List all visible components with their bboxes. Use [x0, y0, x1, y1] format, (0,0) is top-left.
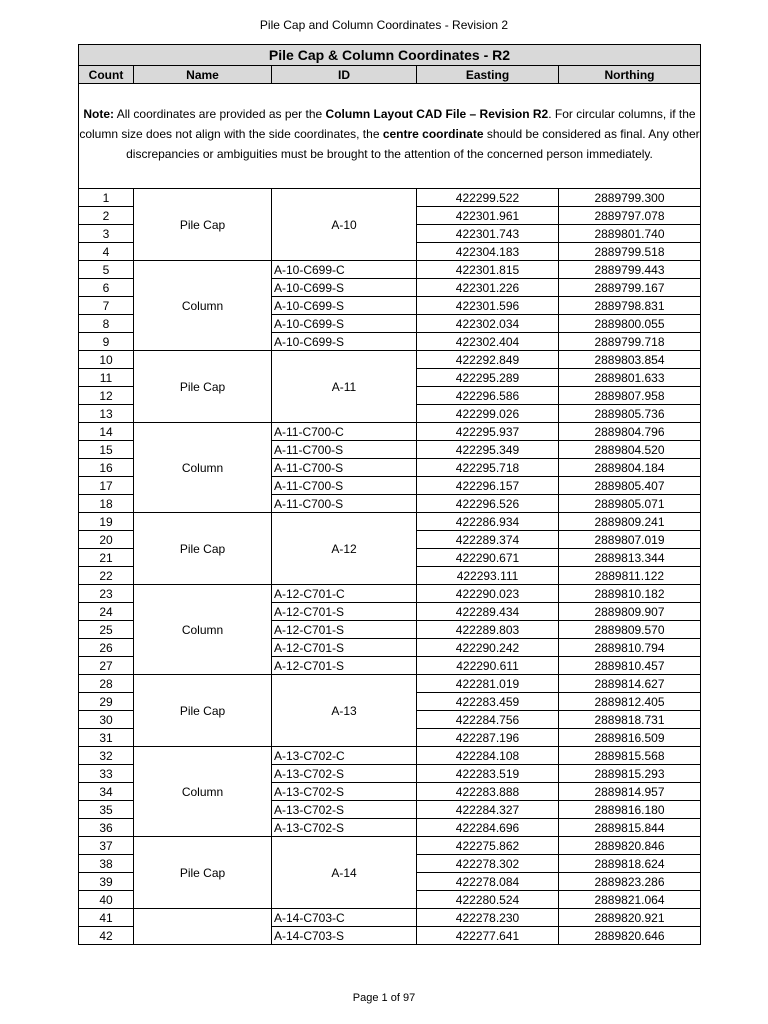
note-row	[79, 84, 701, 189]
id-cell: A-11-C700-S	[272, 477, 417, 495]
id-cell: A-10	[272, 189, 417, 261]
northing-cell: 2889815.844	[559, 819, 701, 837]
easting-cell: 422286.934	[417, 513, 559, 531]
count-cell: 36	[79, 819, 134, 837]
northing-cell: 2889818.731	[559, 711, 701, 729]
northing-cell: 2889814.957	[559, 783, 701, 801]
id-cell: A-10-C699-S	[272, 333, 417, 351]
count-cell: 19	[79, 513, 134, 531]
id-cell: A-14-C703-S	[272, 927, 417, 945]
easting-cell: 422283.519	[417, 765, 559, 783]
note-cell	[79, 84, 701, 189]
table-row	[79, 909, 701, 927]
id-cell: A-12	[272, 513, 417, 585]
name-cell: Pile Cap	[134, 351, 272, 423]
column-header-easting: Easting	[417, 66, 559, 84]
count-cell: 29	[79, 693, 134, 711]
northing-cell: 2889807.958	[559, 387, 701, 405]
northing-cell: 2889807.019	[559, 531, 701, 549]
count-cell: 41	[79, 909, 134, 927]
easting-cell: 422302.034	[417, 315, 559, 333]
table-row	[79, 837, 701, 855]
table-row	[79, 675, 701, 693]
northing-cell: 2889799.167	[559, 279, 701, 297]
count-cell: 8	[79, 315, 134, 333]
count-cell: 40	[79, 891, 134, 909]
easting-cell: 422295.289	[417, 369, 559, 387]
page-number: Page 1 of 97	[352, 992, 416, 1004]
id-cell: A-11-C700-C	[272, 423, 417, 441]
northing-cell: 2889820.846	[559, 837, 701, 855]
northing-cell: 2889815.293	[559, 765, 701, 783]
northing-cell: 2889811.122	[559, 567, 701, 585]
id-cell: A-12-C701-S	[272, 639, 417, 657]
easting-cell: 422284.756	[417, 711, 559, 729]
count-cell: 27	[79, 657, 134, 675]
count-cell: 1	[79, 189, 134, 207]
count-cell: 26	[79, 639, 134, 657]
id-cell: A-13-C702-S	[272, 801, 417, 819]
northing-cell: 2889820.646	[559, 927, 701, 945]
easting-cell: 422296.586	[417, 387, 559, 405]
table-body	[79, 84, 701, 945]
northing-cell: 2889799.518	[559, 243, 701, 261]
note-emphasis: Note:	[83, 107, 115, 121]
easting-cell: 422275.862	[417, 837, 559, 855]
easting-cell: 422287.196	[417, 729, 559, 747]
easting-cell: 422301.815	[417, 261, 559, 279]
northing-cell: 2889805.736	[559, 405, 701, 423]
name-cell: Column	[134, 585, 272, 675]
id-cell: A-13	[272, 675, 417, 747]
count-cell: 23	[79, 585, 134, 603]
table-row	[79, 189, 701, 207]
easting-cell: 422295.937	[417, 423, 559, 441]
easting-cell: 422289.374	[417, 531, 559, 549]
count-cell: 7	[79, 297, 134, 315]
easting-cell: 422299.026	[417, 405, 559, 423]
count-cell: 3	[79, 225, 134, 243]
northing-cell: 2889799.718	[559, 333, 701, 351]
northing-cell: 2889812.405	[559, 693, 701, 711]
easting-cell: 422290.611	[417, 657, 559, 675]
table-title: Pile Cap & Column Coordinates - R2	[79, 45, 701, 66]
count-cell: 31	[79, 729, 134, 747]
document-header: Pile Cap and Column Coordinates - Revision 2	[259, 18, 509, 32]
easting-cell: 422290.242	[417, 639, 559, 657]
easting-cell: 422280.524	[417, 891, 559, 909]
name-cell: Column	[134, 261, 272, 351]
table-row	[79, 513, 701, 531]
northing-cell: 2889809.570	[559, 621, 701, 639]
northing-cell: 2889805.071	[559, 495, 701, 513]
northing-cell: 2889804.520	[559, 441, 701, 459]
easting-cell: 422278.084	[417, 873, 559, 891]
count-cell: 42	[79, 927, 134, 945]
count-cell: 24	[79, 603, 134, 621]
id-cell: A-10-C699-C	[272, 261, 417, 279]
id-cell: A-10-C699-S	[272, 279, 417, 297]
count-cell: 30	[79, 711, 134, 729]
northing-cell: 2889800.055	[559, 315, 701, 333]
note-text	[79, 104, 700, 164]
easting-cell: 422278.230	[417, 909, 559, 927]
northing-cell: 2889798.831	[559, 297, 701, 315]
id-cell: A-11-C700-S	[272, 441, 417, 459]
count-cell: 39	[79, 873, 134, 891]
count-cell: 15	[79, 441, 134, 459]
easting-cell: 422292.849	[417, 351, 559, 369]
easting-cell: 422301.743	[417, 225, 559, 243]
northing-cell: 2889801.740	[559, 225, 701, 243]
id-cell: A-13-C702-C	[272, 747, 417, 765]
id-cell: A-12-C701-S	[272, 657, 417, 675]
name-cell	[134, 909, 272, 945]
count-cell: 35	[79, 801, 134, 819]
northing-cell: 2889799.300	[559, 189, 701, 207]
easting-cell: 422295.718	[417, 459, 559, 477]
count-cell: 33	[79, 765, 134, 783]
easting-cell: 422302.404	[417, 333, 559, 351]
id-cell: A-12-C701-S	[272, 603, 417, 621]
count-cell: 38	[79, 855, 134, 873]
easting-cell: 422299.522	[417, 189, 559, 207]
easting-cell: 422284.327	[417, 801, 559, 819]
easting-cell: 422301.961	[417, 207, 559, 225]
id-cell: A-14-C703-C	[272, 909, 417, 927]
northing-cell: 2889810.794	[559, 639, 701, 657]
count-cell: 16	[79, 459, 134, 477]
id-cell: A-14	[272, 837, 417, 909]
northing-cell: 2889820.921	[559, 909, 701, 927]
table-header-row	[79, 66, 701, 84]
easting-cell: 422289.434	[417, 603, 559, 621]
name-cell: Pile Cap	[134, 513, 272, 585]
easting-cell: 422278.302	[417, 855, 559, 873]
count-cell: 25	[79, 621, 134, 639]
count-cell: 11	[79, 369, 134, 387]
easting-cell: 422283.459	[417, 693, 559, 711]
northing-cell: 2889821.064	[559, 891, 701, 909]
note-segment: . For circular columns, if the column size does not align with the side coordinates, the	[79, 107, 696, 141]
easting-cell: 422284.696	[417, 819, 559, 837]
northing-cell: 2889803.854	[559, 351, 701, 369]
column-header-count: Count	[79, 66, 134, 84]
count-cell: 14	[79, 423, 134, 441]
easting-cell: 422301.226	[417, 279, 559, 297]
northing-cell: 2889809.241	[559, 513, 701, 531]
easting-cell: 422301.596	[417, 297, 559, 315]
column-header-id: ID	[272, 66, 417, 84]
count-cell: 20	[79, 531, 134, 549]
count-cell: 9	[79, 333, 134, 351]
northing-cell: 2889804.796	[559, 423, 701, 441]
northing-cell: 2889810.182	[559, 585, 701, 603]
easting-cell: 422283.888	[417, 783, 559, 801]
id-cell: A-13-C702-S	[272, 765, 417, 783]
table-row	[79, 747, 701, 765]
id-cell: A-11-C700-S	[272, 459, 417, 477]
easting-cell: 422284.108	[417, 747, 559, 765]
count-cell: 22	[79, 567, 134, 585]
count-cell: 6	[79, 279, 134, 297]
northing-cell: 2889810.457	[559, 657, 701, 675]
name-cell: Column	[134, 423, 272, 513]
id-cell: A-12-C701-C	[272, 585, 417, 603]
note-segment: All coordinates are provided as per the	[114, 107, 326, 121]
table-title-row	[79, 45, 701, 66]
easting-cell: 422304.183	[417, 243, 559, 261]
count-cell: 10	[79, 351, 134, 369]
northing-cell: 2889809.907	[559, 603, 701, 621]
coordinates-table	[78, 44, 701, 945]
easting-cell: 422293.111	[417, 567, 559, 585]
count-cell: 12	[79, 387, 134, 405]
easting-cell: 422295.349	[417, 441, 559, 459]
id-cell: A-10-C699-S	[272, 297, 417, 315]
count-cell: 28	[79, 675, 134, 693]
count-cell: 13	[79, 405, 134, 423]
easting-cell: 422290.671	[417, 549, 559, 567]
count-cell: 21	[79, 549, 134, 567]
id-cell: A-11-C700-S	[272, 495, 417, 513]
northing-cell: 2889813.344	[559, 549, 701, 567]
northing-cell: 2889818.624	[559, 855, 701, 873]
count-cell: 4	[79, 243, 134, 261]
northing-cell: 2889804.184	[559, 459, 701, 477]
count-cell: 37	[79, 837, 134, 855]
northing-cell: 2889805.407	[559, 477, 701, 495]
northing-cell: 2889816.509	[559, 729, 701, 747]
northing-cell: 2889814.627	[559, 675, 701, 693]
northing-cell: 2889801.633	[559, 369, 701, 387]
northing-cell: 2889816.180	[559, 801, 701, 819]
count-cell: 34	[79, 783, 134, 801]
northing-cell: 2889823.286	[559, 873, 701, 891]
id-cell: A-10-C699-S	[272, 315, 417, 333]
count-cell: 18	[79, 495, 134, 513]
note-segment: should be considered as final. Any other discrepancies or ambiguities must be brought to the attention of the concerned person immediately.	[126, 127, 700, 161]
name-cell: Pile Cap	[134, 189, 272, 261]
northing-cell: 2889815.568	[559, 747, 701, 765]
name-cell: Column	[134, 747, 272, 837]
id-cell: A-13-C702-S	[272, 819, 417, 837]
table-row	[79, 261, 701, 279]
count-cell: 5	[79, 261, 134, 279]
id-cell: A-11	[272, 351, 417, 423]
note-emphasis: Column Layout CAD File – Revision R2	[325, 107, 549, 121]
column-header-northing: Northing	[559, 66, 701, 84]
northing-cell: 2889799.443	[559, 261, 701, 279]
easting-cell: 422281.019	[417, 675, 559, 693]
table-row	[79, 423, 701, 441]
count-cell: 32	[79, 747, 134, 765]
id-cell: A-12-C701-S	[272, 621, 417, 639]
count-cell: 17	[79, 477, 134, 495]
table-row	[79, 585, 701, 603]
name-cell: Pile Cap	[134, 675, 272, 747]
column-header-name: Name	[134, 66, 272, 84]
count-cell: 2	[79, 207, 134, 225]
easting-cell: 422296.526	[417, 495, 559, 513]
northing-cell: 2889797.078	[559, 207, 701, 225]
easting-cell: 422290.023	[417, 585, 559, 603]
easting-cell: 422296.157	[417, 477, 559, 495]
easting-cell: 422289.803	[417, 621, 559, 639]
easting-cell: 422277.641	[417, 927, 559, 945]
id-cell: A-13-C702-S	[272, 783, 417, 801]
table-row	[79, 351, 701, 369]
name-cell: Pile Cap	[134, 837, 272, 909]
note-emphasis: centre coordinate	[382, 127, 484, 141]
